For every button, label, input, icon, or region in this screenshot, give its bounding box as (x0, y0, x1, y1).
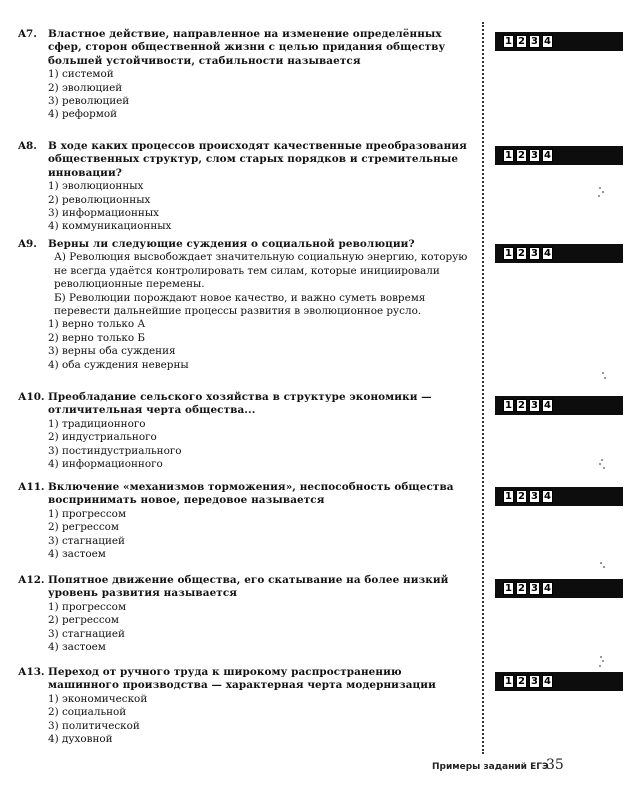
option-3: 3) верны оба суждения (48, 345, 176, 358)
question-number: А10. (18, 391, 45, 403)
option-1: 1) системой (48, 68, 114, 81)
option-2: 2) верно только Б (48, 331, 146, 344)
option-3: 3) информационных (48, 207, 159, 220)
option-4: 4) застоем (48, 548, 106, 561)
answer-box-a7[interactable] (495, 32, 623, 51)
answer-digit-3[interactable]: 3 (529, 582, 540, 595)
answer-digit-1[interactable]: 1 (503, 675, 514, 688)
question-a11 (18, 481, 474, 561)
answer-digit-2[interactable]: 2 (516, 490, 527, 503)
question-a13 (18, 666, 474, 746)
answer-box-a10[interactable] (495, 396, 623, 415)
answer-digit-4[interactable]: 4 (542, 35, 553, 48)
option-2: 2) эволюцией (48, 81, 123, 94)
answer-digit-4[interactable]: 4 (542, 149, 553, 162)
question-a8 (18, 140, 474, 234)
option-1: 1) эволюционных (48, 180, 144, 193)
question-a9 (18, 238, 474, 372)
footer-label: Примеры заданий ЕГЭ (432, 762, 549, 772)
option-1: 1) верно только А (48, 318, 146, 331)
option-2: 2) революционных (48, 193, 151, 206)
option-1: 1) прогрессом (48, 600, 127, 613)
scan-speck (597, 186, 607, 200)
answer-digit-2[interactable]: 2 (516, 247, 527, 260)
question-number: A9. (18, 238, 37, 250)
option-3: 3) стагнацией (48, 534, 125, 547)
option-3: 3) политической (48, 719, 140, 732)
question-a7 (18, 28, 474, 122)
option-1: 1) экономической (48, 692, 148, 705)
answer-digit-3[interactable]: 3 (529, 675, 540, 688)
option-2: 2) индустриального (48, 431, 157, 444)
question-number: А13. (18, 666, 45, 678)
answer-digit-2[interactable]: 2 (516, 582, 527, 595)
question-text: Переход от ручного труда к широкому распространению машинного производства — характерная черта модернизации (48, 666, 436, 692)
answer-digit-4[interactable]: 4 (542, 399, 553, 412)
option-3: 3) революцией (48, 95, 130, 108)
answer-box-a12[interactable] (495, 579, 623, 598)
question-text: В ходе каких процессов происходят качественные преобразования общественных структур, слом старых порядков и стремительные инновации? (48, 140, 467, 179)
answer-digit-1[interactable]: 1 (503, 149, 514, 162)
answer-box-a13[interactable] (495, 672, 623, 691)
options-list (48, 508, 474, 562)
answer-digit-1[interactable]: 1 (503, 399, 514, 412)
scan-speck (598, 560, 608, 574)
answer-digit-3[interactable]: 3 (529, 247, 540, 260)
option-2: 2) социальной (48, 706, 127, 719)
answer-digit-3[interactable]: 3 (529, 399, 540, 412)
question-number: A8. (18, 140, 37, 152)
option-3: 3) постиндустриального (48, 444, 182, 457)
margin-divider (482, 22, 484, 754)
option-4: 4) реформой (48, 108, 118, 121)
answer-digit-3[interactable]: 3 (529, 490, 540, 503)
question-text: Включение «механизмов торможения», неспособность общества воспринимать новое, передовое называется (48, 481, 454, 507)
scan-speck (600, 370, 610, 384)
statement-a: А) Революция высвобождает значительную социальную энергию, которую не всегда удаётся контролировать тем силам, которые инициировали революционные перемены. (54, 251, 468, 291)
question-text: Преобладание сельского хозяйства в структуре экономики — отличительная черта общества... (48, 391, 432, 417)
options-list (48, 693, 474, 747)
answer-digit-1[interactable]: 1 (503, 35, 514, 48)
option-1: 1) традиционного (48, 417, 146, 430)
question-text: Попятное движение общества, его скатывание на более низкий уровень развития называется (48, 574, 449, 600)
question-text: Властное действие, направленное на изменение определённых сфер, сторон общественной жизни с целью придания обществу большей устойчивости, стабильности называется (48, 28, 446, 67)
answer-box-a8[interactable] (495, 146, 623, 165)
answer-digit-2[interactable]: 2 (516, 675, 527, 688)
question-text: Верны ли следующие суждения о социальной революции? (48, 238, 415, 250)
options-list (48, 68, 474, 122)
answer-digit-2[interactable]: 2 (516, 399, 527, 412)
question-number: A7. (18, 28, 37, 40)
question-number: А12. (18, 574, 45, 586)
options-list (48, 318, 474, 372)
answer-digit-3[interactable]: 3 (529, 149, 540, 162)
answer-digit-4[interactable]: 4 (542, 490, 553, 503)
options-list (48, 180, 474, 234)
option-3: 3) стагнацией (48, 627, 125, 640)
page-number: 35 (546, 757, 564, 773)
answer-digit-3[interactable]: 3 (529, 35, 540, 48)
question-a10 (18, 391, 474, 471)
options-list (48, 601, 474, 655)
answer-digit-4[interactable]: 4 (542, 582, 553, 595)
option-4: 4) информационного (48, 458, 163, 471)
option-4: 4) застоем (48, 641, 106, 654)
option-2: 2) регрессом (48, 521, 119, 534)
answer-digit-1[interactable]: 1 (503, 490, 514, 503)
options-list (48, 418, 474, 472)
option-4: 4) духовной (48, 733, 113, 746)
answer-digit-2[interactable]: 2 (516, 149, 527, 162)
answer-digit-4[interactable]: 4 (542, 675, 553, 688)
scan-speck (598, 458, 608, 472)
answer-digit-1[interactable]: 1 (503, 582, 514, 595)
question-a12 (18, 574, 474, 654)
answer-digit-4[interactable]: 4 (542, 247, 553, 260)
option-2: 2) регрессом (48, 614, 119, 627)
answer-digit-1[interactable]: 1 (503, 247, 514, 260)
scan-speck (598, 655, 608, 669)
option-4: 4) коммуникационных (48, 220, 172, 233)
question-number: А11. (18, 481, 45, 493)
answer-box-a11[interactable] (495, 487, 623, 506)
answer-digit-2[interactable]: 2 (516, 35, 527, 48)
statement-b: Б) Революции порождают новое качество, и важно суметь вовремя перевести дальнейшие процессы развития в эволюционное русло. (54, 291, 426, 318)
option-4: 4) оба суждения неверны (48, 358, 189, 371)
answer-box-a9[interactable] (495, 244, 623, 263)
option-1: 1) прогрессом (48, 507, 127, 520)
